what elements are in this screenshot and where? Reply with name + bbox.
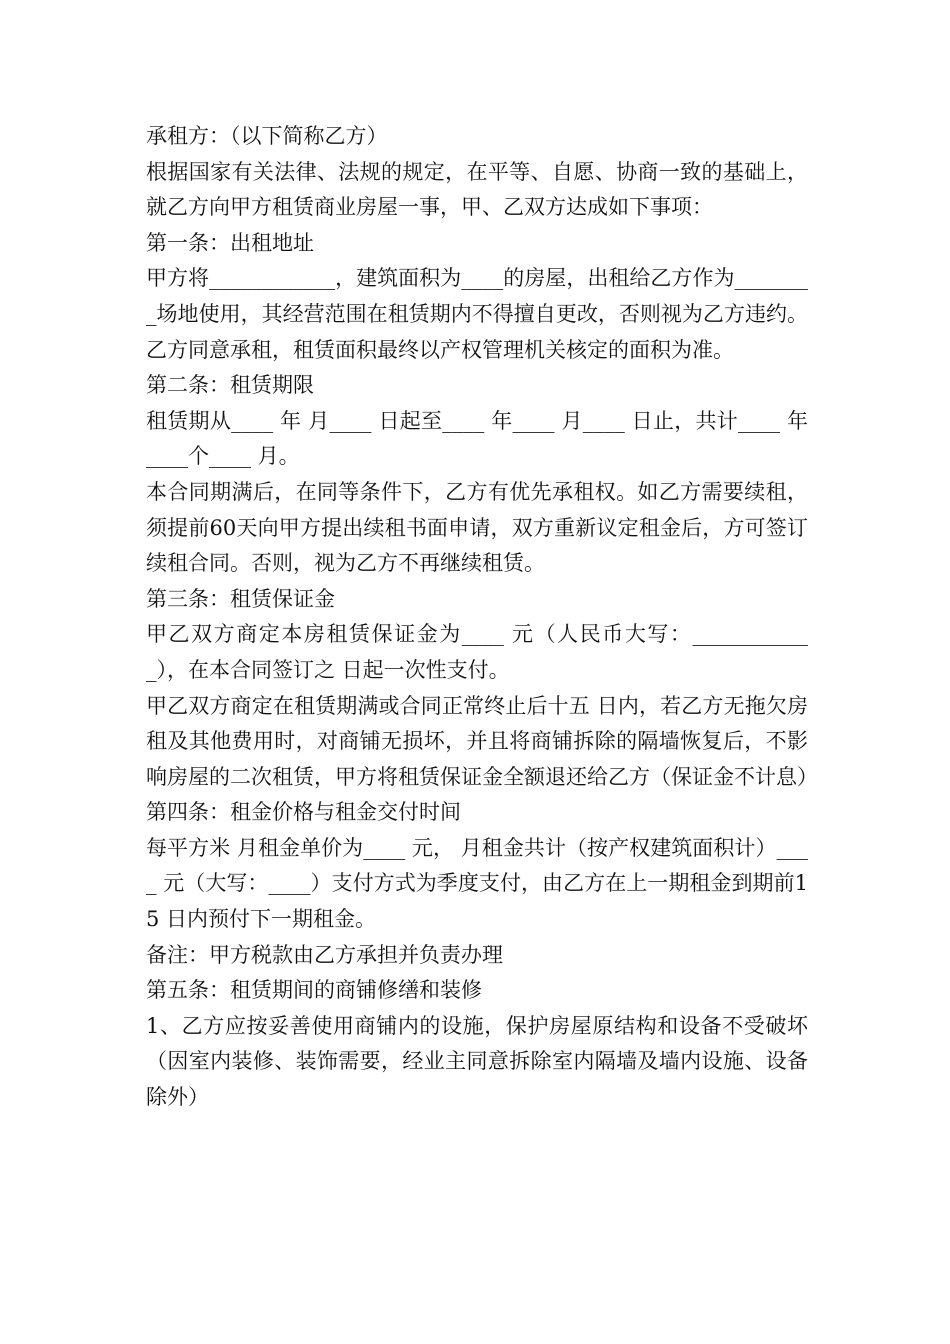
party-b-line: 承租方：（以下简称乙方） xyxy=(146,124,388,148)
article-2-paragraph-2: 本合同期满后，在同等条件下，乙方有优先承租权。如乙方需要续租，须提前60天向甲方提出续租书面申请，双方重新议定租金后，方可签订续租合同。否则，视为乙方不再继续租赁。 xyxy=(146,479,808,576)
article-3-heading: 第三条：租赁保证金 xyxy=(146,586,335,611)
article-5-paragraph-1: 1、乙方应按妥善使用商铺内的设施，保护房屋原结构和设备不受破坏（因室内装修、装饰需要，经业主同意拆除室内隔墙及墙内设施、设备除外） xyxy=(146,1013,808,1110)
article-1-heading: 第一条：出租地址 xyxy=(146,230,314,255)
article-1-paragraph: 甲方将____________，建筑面积为____的房屋，出租给乙方作为________场地使用，其经营范围在租赁期内不得擅自更改，否则视为乙方违约。乙方同意承租，租赁面积最终以产权管理机关核定的面积为准。 xyxy=(146,266,808,362)
article-3-paragraph-1: 甲乙双方商定本房租赁保证金为____ 元（人民币大写：____________），在本合同签订之 日起一次性支付。 xyxy=(146,622,808,682)
remark-line: 备注：甲方税款由乙方承担并负责办理 xyxy=(146,942,503,967)
article-2-paragraph-1: 租赁期从____ 年 月____ 日起至____ 年____ 月____ 日止，共计____ 年____个____ 月。 xyxy=(146,408,808,469)
contract-body xyxy=(146,119,818,1116)
article-2-heading: 第二条：租赁期限 xyxy=(146,373,314,398)
article-4-heading: 第四条：租金价格与租金交付时间 xyxy=(146,800,461,825)
article-4-paragraph: 每平方米 月租金单价为____ 元， 月租金共计（按产权建筑面积计）____ 元（大写：____）支付方式为季度支付，由乙方在上一期租金到期前15 日内预付下一期租金。 xyxy=(146,835,808,932)
article-5-heading: 第五条：租赁期间的商铺修缮和装修 xyxy=(146,978,482,1003)
article-3-paragraph-2: 甲乙双方商定在租赁期满或合同正常终止后十五 日内，若乙方无拖欠房租及其他费用时，对商铺无损坏，并且将商铺拆除的隔墙恢复后，不影响房屋的二次租赁，甲方将租赁保证金全额退还给乙方（保证金不计息） xyxy=(146,693,818,789)
preamble-paragraph: 根据国家有关法律、法规的规定，在平等、自愿、协商一致的基础上，就乙方向甲方租赁商业房屋一事，甲、乙双方达成如下事项： xyxy=(146,159,808,220)
